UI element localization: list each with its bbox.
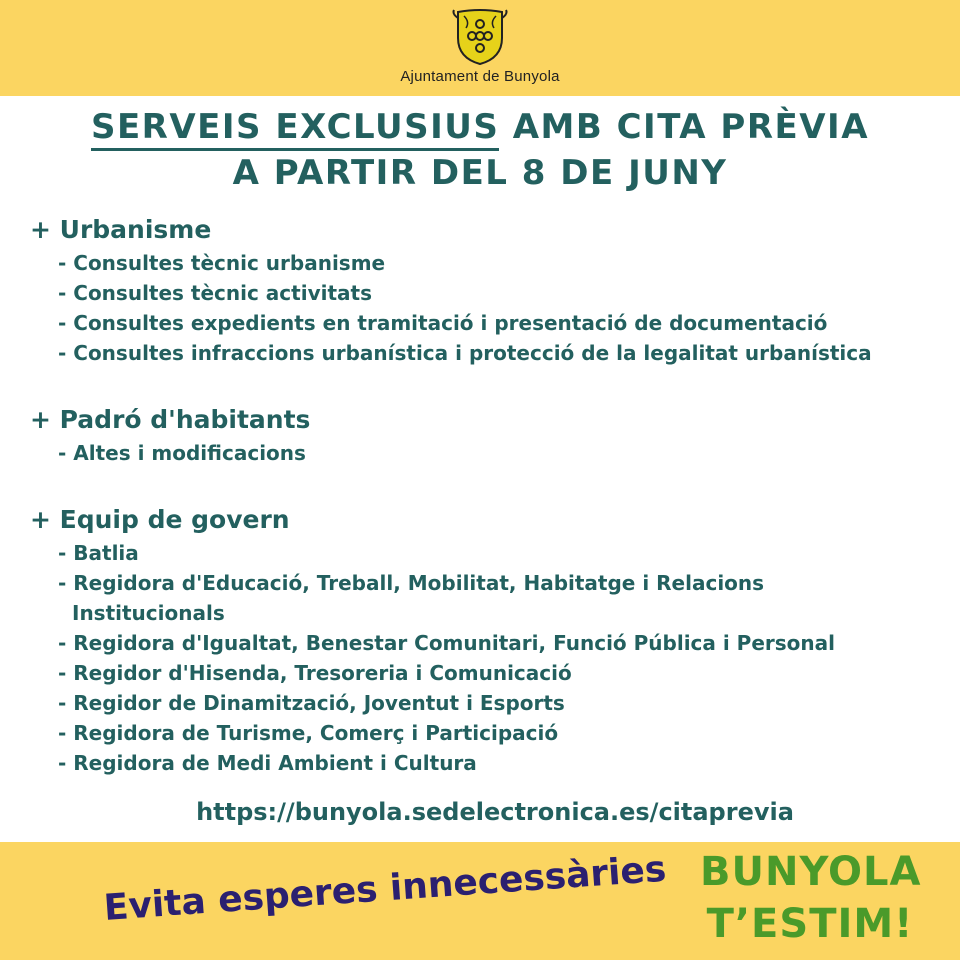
title-line-2: A PARTIR DEL 8 DE JUNY (232, 153, 728, 193)
list-item-continuation (30, 598, 950, 628)
page-title (0, 104, 960, 196)
list-item: - Regidor de Dinamització, Joventut i Esports (58, 691, 565, 715)
booking-url-link[interactable]: https://bunyola.sedelectronica.es/citaprevia (196, 798, 794, 826)
list-item: - Regidora de Medi Ambient i Cultura (58, 751, 477, 775)
section-heading-urbanisme: + Urbanisme (30, 215, 212, 244)
title-line-1 (0, 104, 960, 150)
slogan: Evita esperes innecessàries (102, 848, 668, 929)
municipal-crest-icon (450, 8, 510, 66)
header-band (0, 0, 960, 96)
brand-line-1: BUNYOLA (700, 849, 922, 895)
list-item: - Altes i modificacions (58, 441, 306, 465)
list-item: - Consultes expedients en tramitació i presentació de documentació (58, 311, 828, 335)
list-item: - Batlia (58, 541, 139, 565)
list-item: - Regidora de Turisme, Comerç i Participació (58, 721, 559, 745)
org-name: Ajuntament de Bunyola (400, 68, 560, 85)
section-heading-padro: + Padró d'habitants (30, 405, 311, 434)
title-underlined: SERVEIS EXCLUSIUS (91, 107, 499, 151)
brand-line-2: T’ESTIM! (706, 901, 914, 947)
list-item: - Consultes tècnic activitats (58, 281, 372, 305)
list-item: - Regidora d'Igualtat, Benestar Comunitari, Funció Pública i Personal (58, 631, 836, 655)
list-item: - Consultes tècnic urbanisme (58, 251, 386, 275)
title-rest: AMB CITA PRÈVIA (499, 107, 870, 147)
list-item-continuation-text: Institucionals (72, 601, 225, 625)
section-heading-equip: + Equip de govern (30, 505, 290, 534)
services-list (30, 212, 950, 778)
list-item: - Consultes infraccions urbanística i protecció de la legalitat urbanística (58, 341, 872, 365)
list-item: - Regidor d'Hisenda, Tresoreria i Comunicació (58, 661, 572, 685)
list-item: - Regidora d'Educació, Treball, Mobilitat, Habitatge i Relacions (58, 571, 765, 595)
brand-text (700, 846, 920, 950)
